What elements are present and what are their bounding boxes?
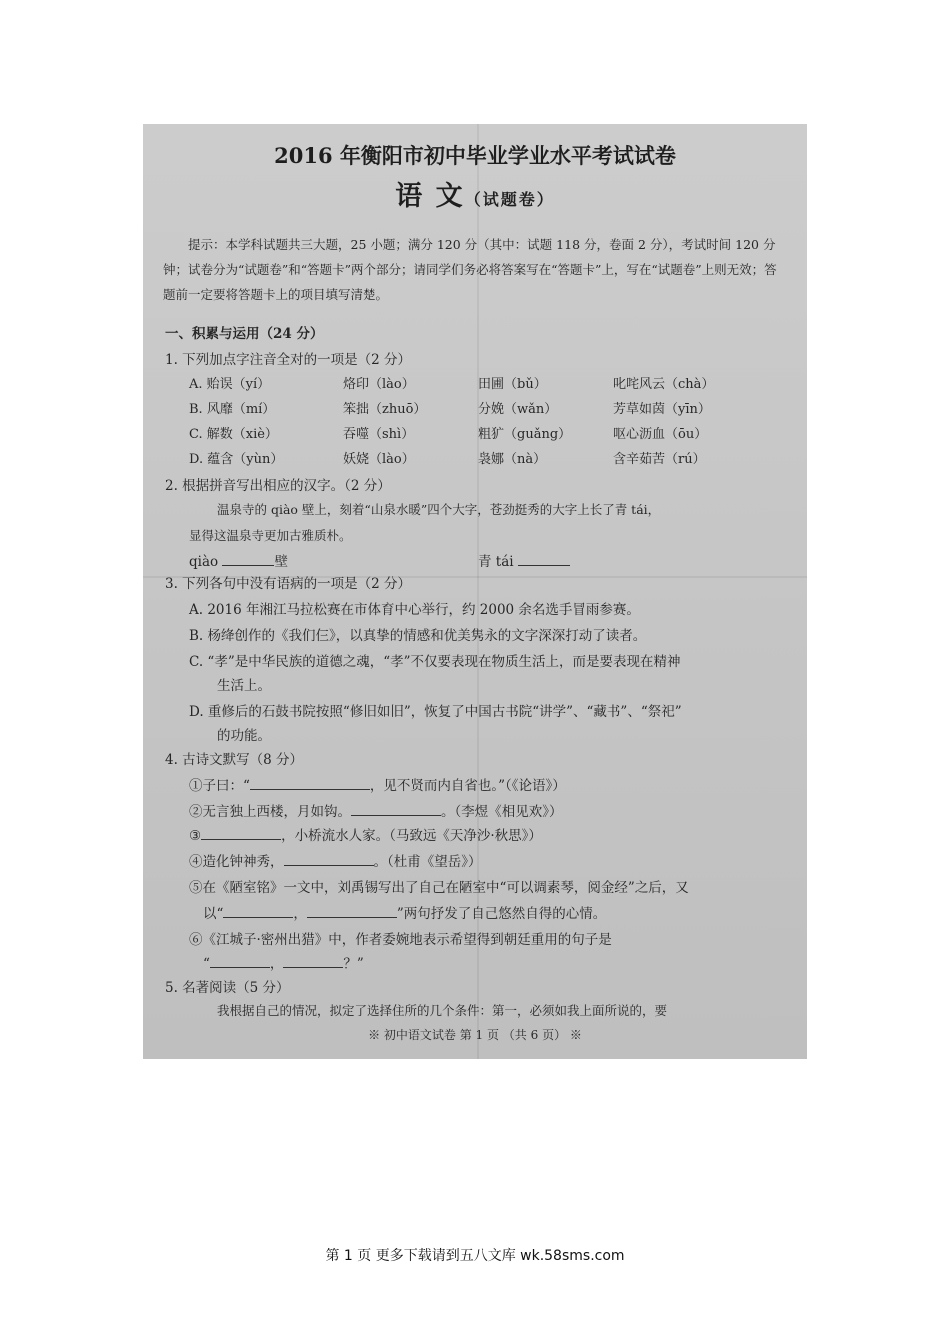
q2-stem: 2. 根据拼音写出相应的汉字。（2 分） — [165, 478, 391, 494]
q1-a-2: 烙印（lào） — [343, 377, 415, 392]
q4-item-1 — [189, 774, 566, 794]
section-heading: 一、积累与运用（24 分） — [165, 326, 324, 342]
q2-passage-line2: 显得这温泉寺更加古雅质朴。 — [189, 528, 352, 543]
q4-item2-start: ②无言独上西楼，月如钩。 — [189, 804, 351, 820]
q4-item1-start: ①子曰：“ — [189, 778, 250, 794]
q5-passage: 我根据自己的情况，拟定了选择住所的几个条件：第一，必须如我上面所说的，要 — [217, 1003, 668, 1018]
q4-item-2 — [189, 800, 563, 820]
q1-a-3: 田圃（bǔ） — [478, 377, 547, 392]
q3-option-b: B. 杨绛创作的《我们仨》，以真挚的情感和优美隽永的文字深深打动了读者。 — [189, 628, 647, 644]
q2-answer-blank-2[interactable] — [518, 553, 570, 566]
q3-option-d-line2: 的功能。 — [217, 728, 271, 744]
q3-option-a: A. 2016 年湘江马拉松赛在市体育中心举行，约 2000 余名选手冒雨参赛。 — [189, 602, 640, 618]
q4-item-6: ⑥《江城子·密州出猎》中，作者委婉地表示希望得到朝廷重用的句子是 — [189, 932, 612, 948]
q2-blank1-prefix: qiào — [189, 554, 219, 570]
q3-option-d-line1: D. 重修后的石鼓书院按照“修旧如旧”，恢复了中国古书院“讲学”、“藏书”、“祭祀” — [189, 704, 682, 720]
q4-item-5-blanks — [203, 902, 606, 922]
q4-item3-start: ③ — [189, 828, 202, 844]
q4-blank-5[interactable] — [223, 905, 293, 918]
exam-page-footer: ※ 初中语文试卷 第 1 页 （共 6 页） ※ — [368, 1028, 582, 1042]
q4-blank-6[interactable] — [307, 905, 397, 918]
q1-b-2: 笨拙（zhuō） — [343, 402, 427, 417]
subject-note: （试题卷） — [464, 190, 555, 209]
q1-c-1: C. 解数（xiè） — [189, 427, 278, 442]
q3-stem: 3. 下列各句中没有语病的一项是（2 分） — [165, 576, 412, 592]
q4-blank-4[interactable] — [284, 853, 374, 866]
q1-a-1: A. 贻误（yí） — [189, 377, 271, 392]
q1-b-4: 芳草如茵（yīn） — [613, 402, 711, 417]
q4-item6-comma: ， — [269, 956, 284, 972]
q4-item1-end: ，见不贤而内自省也。”（《论语》） — [369, 778, 566, 794]
subject-name: 语 文 — [395, 181, 465, 212]
exam-title: 2016 年衡阳市初中毕业学业水平考试试卷 — [274, 143, 676, 168]
q4-blank-8[interactable] — [283, 955, 343, 968]
q4-item5-comma: ， — [293, 906, 307, 922]
q1-c-4: 呕心沥血（ōu） — [613, 427, 708, 442]
q4-item4-end: 。（杜甫《望岳》） — [373, 854, 482, 870]
q4-item6-end: ？” — [343, 956, 364, 972]
q4-blank-7[interactable] — [210, 955, 270, 968]
q4-item-5: ⑤在《陋室铭》一文中，刘禹锡写出了自己在陋室中“可以调素琴，阅金经”之后，又 — [189, 880, 689, 896]
q1-d-4: 含辛茹苦（rú） — [613, 452, 706, 467]
q4-blank-2[interactable] — [351, 803, 441, 816]
exam-photo — [143, 124, 807, 1059]
q4-item2-end: 。（李煜《相见欢》） — [441, 804, 563, 820]
q4-stem: 4. 古诗文默写（8 分） — [165, 752, 304, 768]
q1-d-3: 袅娜（nà） — [478, 452, 547, 467]
q2-blank2-prefix: 青 tái — [478, 554, 514, 570]
q3-option-c-line1: C. “孝”是中华民族的道德之魂，“孝”不仅要表现在物质生活上，而是要表现在精神 — [189, 654, 681, 670]
q1-b-3: 分娩（wǎn） — [478, 402, 558, 417]
q2-blank-2 — [478, 550, 570, 570]
q4-item5-open-quote: 以“ — [203, 906, 224, 922]
q4-item-3 — [189, 824, 542, 844]
q4-item-4 — [189, 850, 482, 870]
q1-c-2: 吞噬（shì） — [343, 427, 415, 442]
q2-blank1-suffix: 壁 — [274, 554, 288, 570]
q4-blank-3[interactable] — [201, 827, 281, 840]
q4-item6-open-quote: “ — [203, 956, 210, 972]
q2-answer-blank-1[interactable] — [222, 553, 274, 566]
exam-subject — [143, 174, 807, 213]
q2-passage-line1: 温泉寺的 qiào 壁上，刻着“山泉水暖”四个大字，苍劲挺秀的大字上长了青 tái， — [217, 502, 661, 517]
q4-item-6-blanks — [203, 952, 364, 972]
q1-d-1: D. 蕴含（yùn） — [189, 452, 284, 467]
q1-a-4: 叱咤风云（chà） — [613, 377, 715, 392]
q5-stem: 5. 名著阅读（5 分） — [165, 980, 290, 996]
q1-b-1: B. 风靡（mí） — [189, 402, 276, 417]
q4-item5-end: ”两句抒发了自己悠然自得的心情。 — [396, 906, 607, 922]
q4-blank-1[interactable] — [250, 777, 370, 790]
document-footer: 第 1 页 更多下载请到五八文库 wk.58sms.com — [325, 1248, 625, 1264]
q2-blank-1 — [189, 550, 288, 570]
q4-item4-start: ④造化钟神秀， — [189, 854, 284, 870]
exam-notice: 提示：本学科试题共三大题，25 小题；满分 120 分（其中：试题 118 分，卷面 2 分），考试时间 120 分钟；试卷分为“试题卷”和“答题卡”两个部分；请同学们务必将答案写在“答题卡”上，写在“试题卷”上则无效；答题前一定要将答题卡上的项目填写清楚。 — [163, 237, 777, 302]
q3-option-c-line2: 生活上。 — [217, 678, 271, 694]
q1-d-2: 妖娆（lào） — [343, 452, 415, 467]
q1-c-3: 粗犷（guǎng） — [478, 427, 572, 442]
q1-stem: 1. 下列加点字注音全对的一项是（2 分） — [165, 352, 412, 368]
q4-item3-end: ，小桥流水人家。（马致远《天净沙·秋思》） — [281, 828, 542, 844]
